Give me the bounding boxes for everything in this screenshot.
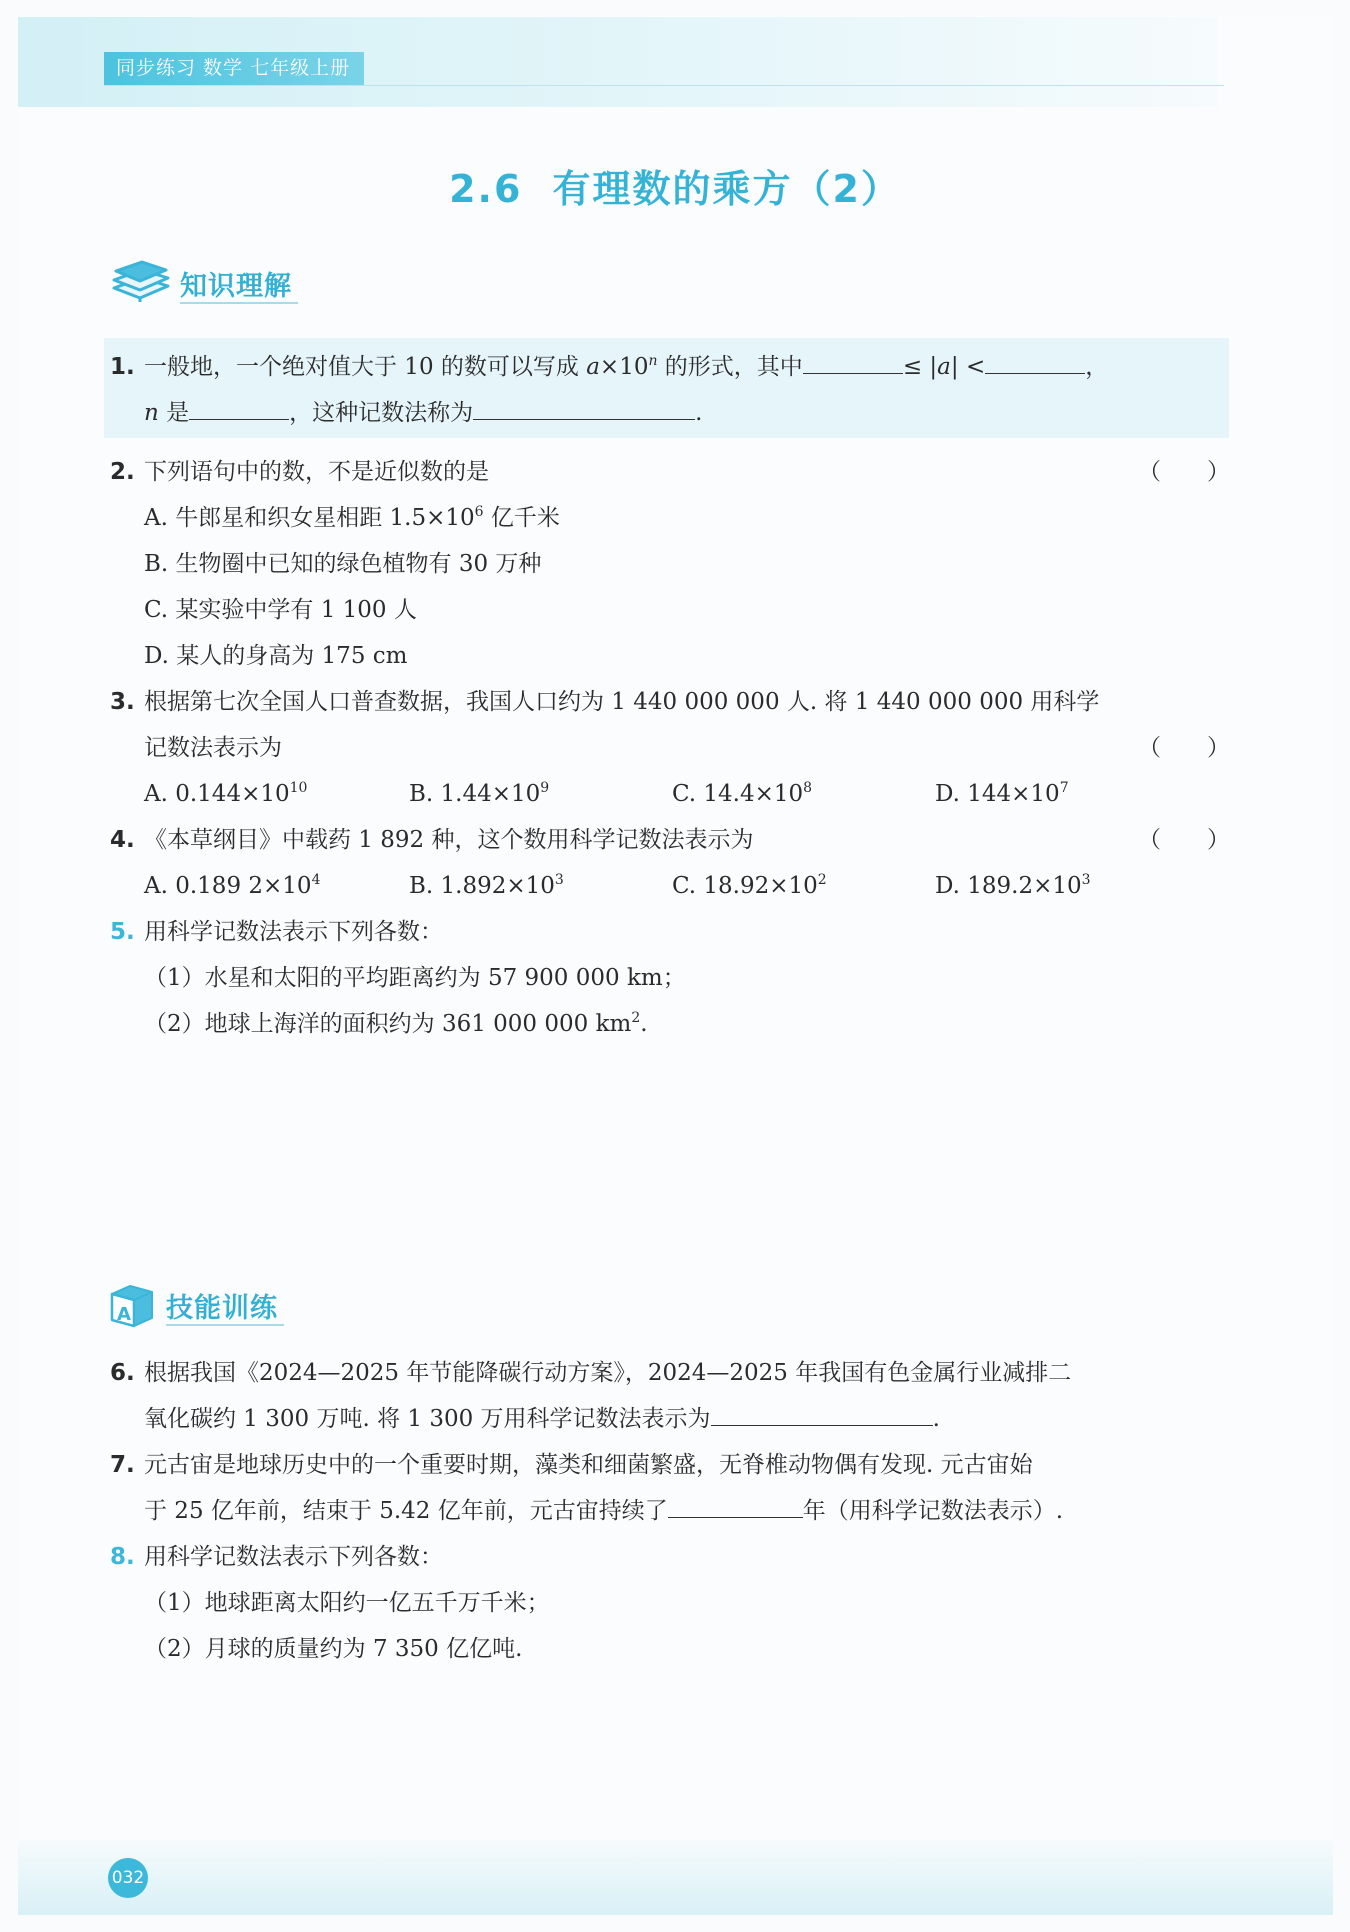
question-5-sub-2 <box>144 1001 648 1047</box>
question-2-option-d[interactable]: D. 某人的身高为 175 cm <box>144 643 408 669</box>
question-text: . <box>932 1406 940 1432</box>
question-text: 用科学记数法表示下列各数： <box>144 919 443 945</box>
section-underline <box>166 1324 284 1326</box>
math-expression: |a| <box>929 354 959 380</box>
exponent: 2 <box>631 1010 641 1026</box>
option-b[interactable] <box>409 863 564 909</box>
question-text: ×10 <box>599 354 649 380</box>
option-text: A. 0.189 2×10 <box>144 873 312 899</box>
question-6-line-1 <box>110 1350 1071 1396</box>
question-text: . <box>695 400 703 426</box>
exponent: n <box>648 353 658 369</box>
question-text: （2）地球上海洋的面积约为 361 000 000 km <box>144 1011 632 1037</box>
section-knowledge-label: 知识理解 <box>180 271 292 302</box>
answer-paren[interactable]: （ ） <box>1138 827 1230 853</box>
math-var: n <box>144 400 159 426</box>
question-text: 记数法表示为 <box>144 735 282 761</box>
exponent: 3 <box>1081 872 1091 888</box>
question-5-sub-1: （1）水星和太阳的平均距离约为 57 900 000 km； <box>144 965 686 991</box>
header-divider <box>104 85 1224 86</box>
lesson-title: 有理数的乘方（2） <box>552 167 901 211</box>
question-number: 2. <box>110 459 135 485</box>
section-underline <box>180 302 298 304</box>
question-text: . <box>640 1011 648 1037</box>
letter-cube-icon <box>108 1280 160 1330</box>
option-text: D. 189.2×10 <box>935 873 1082 899</box>
question-text: 年（用科学记数法表示）. <box>802 1498 1064 1524</box>
exponent: 2 <box>817 872 827 888</box>
question-text: 下列语句中的数，不是近似数的是 <box>144 459 489 485</box>
question-number: 6. <box>110 1360 135 1386</box>
question-text: 一般地，一个绝对值大于 10 的数可以写成 <box>144 354 587 380</box>
option-text: 亿千米 <box>483 505 560 531</box>
exponent: 7 <box>1059 780 1069 796</box>
option-d[interactable] <box>935 771 1069 817</box>
question-8-stem <box>110 1534 443 1580</box>
question-text: 根据我国《2024—2025 年节能降碳行动方案》，2024—2025 年我国有色金属行业减排二 <box>144 1360 1072 1386</box>
question-text: 《本草纲目》中载药 1 892 种，这个数用科学记数法表示为 <box>144 827 754 853</box>
question-3-stem-line-2 <box>110 725 1230 771</box>
question-text: ， <box>1085 354 1109 380</box>
question-2-option-b[interactable]: B. 生物圈中已知的绿色植物有 30 万种 <box>144 551 542 577</box>
option-a[interactable] <box>144 771 307 817</box>
question-text: ，这种记数法称为 <box>289 400 474 426</box>
question-1-line-1 <box>110 344 1108 390</box>
question-7-line-2 <box>110 1488 1063 1534</box>
answer-blank[interactable] <box>189 393 289 420</box>
exponent: 3 <box>554 872 564 888</box>
option-text: D. 144×10 <box>935 781 1060 807</box>
question-8-sub-1: （1）地球距离太阳约一亿五千万千米； <box>144 1590 550 1616</box>
question-number: 4. <box>110 827 135 853</box>
question-text: 根据第七次全国人口普查数据，我国人口约为 1 440 000 000 人. 将 1 440 000 000 用科学 <box>144 689 1100 715</box>
option-b[interactable] <box>409 771 549 817</box>
exponent: 8 <box>803 780 813 796</box>
footer-band <box>18 1840 1333 1915</box>
section-skills-label: 技能训练 <box>166 1293 278 1324</box>
math-symbol: < <box>965 354 986 380</box>
math-var: a <box>586 354 600 380</box>
svg-text:A: A <box>117 1304 131 1325</box>
exponent: 4 <box>311 872 321 888</box>
exponent: 9 <box>540 780 550 796</box>
question-number: 8. <box>110 1544 135 1570</box>
question-1-line-2 <box>110 390 702 436</box>
question-7-line-1 <box>110 1442 1033 1488</box>
question-text: 元古宙是地球历史中的一个重要时期，藻类和细菌繁盛，无脊椎动物偶有发现. 元古宙始 <box>144 1452 1033 1478</box>
question-4-options <box>144 863 1234 909</box>
option-d[interactable] <box>935 863 1091 909</box>
question-text: 是 <box>158 400 190 426</box>
question-5-stem <box>110 909 443 955</box>
option-a[interactable] <box>144 863 320 909</box>
question-2-option-c[interactable]: C. 某实验中学有 1 100 人 <box>144 597 417 623</box>
question-6-line-2 <box>110 1396 940 1442</box>
question-text: 于 25 亿年前，结束于 5.42 亿年前，元古宙持续了 <box>144 1498 668 1524</box>
page-title <box>0 158 1350 213</box>
question-2-option-a[interactable] <box>144 495 560 541</box>
question-3-stem-line-1 <box>110 679 1099 725</box>
question-number: 7. <box>110 1452 135 1478</box>
question-8-sub-2: （2）月球的质量约为 7 350 亿亿吨. <box>144 1636 523 1662</box>
answer-paren[interactable]: （ ） <box>1138 735 1230 761</box>
section-knowledge-heading <box>110 258 410 308</box>
question-3-options <box>144 771 1234 817</box>
exponent: 10 <box>289 780 308 796</box>
book-stack-icon <box>110 258 172 304</box>
question-2-stem <box>110 449 1230 495</box>
exponent: 6 <box>474 504 484 520</box>
answer-blank[interactable] <box>711 1399 933 1426</box>
answer-paren[interactable]: （ ） <box>1138 459 1230 485</box>
question-text: 氧化碳约 1 300 万吨. 将 1 300 万用科学记数法表示为 <box>144 1406 711 1432</box>
question-number: 1. <box>110 354 135 380</box>
option-c[interactable] <box>672 863 827 909</box>
option-text: C. 18.92×10 <box>672 873 818 899</box>
question-number: 3. <box>110 689 135 715</box>
option-text: C. 14.4×10 <box>672 781 804 807</box>
option-text: B. 1.44×10 <box>409 781 541 807</box>
page-number: 032 <box>108 1858 148 1898</box>
question-text: 的形式，其中 <box>657 354 803 380</box>
question-number: 5. <box>110 919 135 945</box>
answer-blank[interactable] <box>803 347 903 374</box>
header-tag: 同步练习 数学 七年级上册 <box>104 52 364 85</box>
lesson-number: 2.6 <box>449 167 523 211</box>
question-4-stem <box>110 817 1230 863</box>
answer-blank[interactable] <box>668 1491 803 1518</box>
option-text: A. 0.144×10 <box>144 781 290 807</box>
section-skills-heading <box>108 1280 408 1330</box>
answer-blank[interactable] <box>985 347 1085 374</box>
answer-blank[interactable] <box>473 393 695 420</box>
question-text: 用科学记数法表示下列各数： <box>144 1544 443 1570</box>
option-c[interactable] <box>672 771 812 817</box>
math-symbol: ≤ <box>902 354 923 380</box>
option-text: B. 1.892×10 <box>409 873 555 899</box>
option-text: A. 牛郎星和织女星相距 1.5×10 <box>144 505 475 531</box>
